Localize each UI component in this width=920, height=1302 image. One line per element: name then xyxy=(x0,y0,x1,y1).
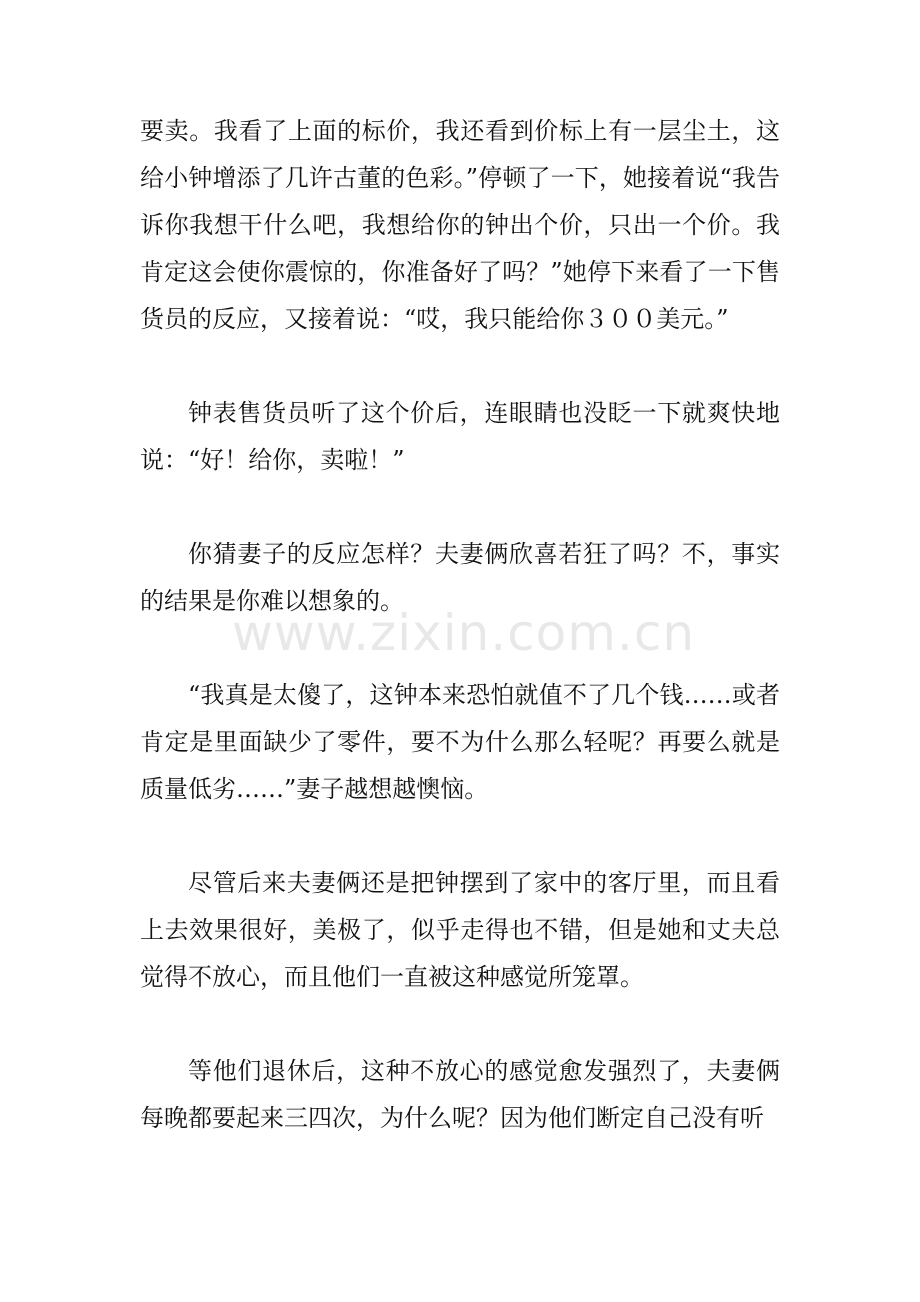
paragraph-4: “我真是太傻了，这钟本来恐怕就值不了几个钱……或者肯定是里面缺少了零件，要不为什么那么轻呢？再要么就是质量低劣……”妻子越想越懊恼。 xyxy=(140,681,780,803)
document-body xyxy=(140,108,780,1142)
paragraph-1: 要卖。我看了上面的标价，我还看到价标上有一层尘土，这给小钟增添了几许古董的色彩。”停顿了一下，她接着说“我告诉你我想干什么吧，我想给你的钟出个价，只出一个价。我肯定这会使你震惊的，你准备好了吗？”她停下来看了一下售货员的反应，又接着说：“哎，我只能给你３００美元。” xyxy=(140,117,780,333)
paragraph-2: 钟表售货员听了这个价后，连眼睛也没眨一下就爽快地说：“好！给你，卖啦！” xyxy=(140,399,780,474)
watermark: www.zixin.com.cn xyxy=(232,604,696,662)
paragraph-6: 等他们退休后，这种不放心的感觉愈发强烈了，夫妻俩每晚都要起来三四次，为什么呢？因为他们断定自己没有听 xyxy=(140,1057,780,1132)
paragraph-5: 尽管后来夫妻俩还是把钟摆到了家中的客厅里，而且看上去效果很好，美极了，似乎走得也不错，但是她和丈夫总觉得不放心，而且他们一直被这种感觉所笼罩。 xyxy=(140,869,780,991)
paragraph-3: 你猜妻子的反应怎样？夫妻俩欣喜若狂了吗？不，事实的结果是你难以想象的。 xyxy=(140,540,780,615)
